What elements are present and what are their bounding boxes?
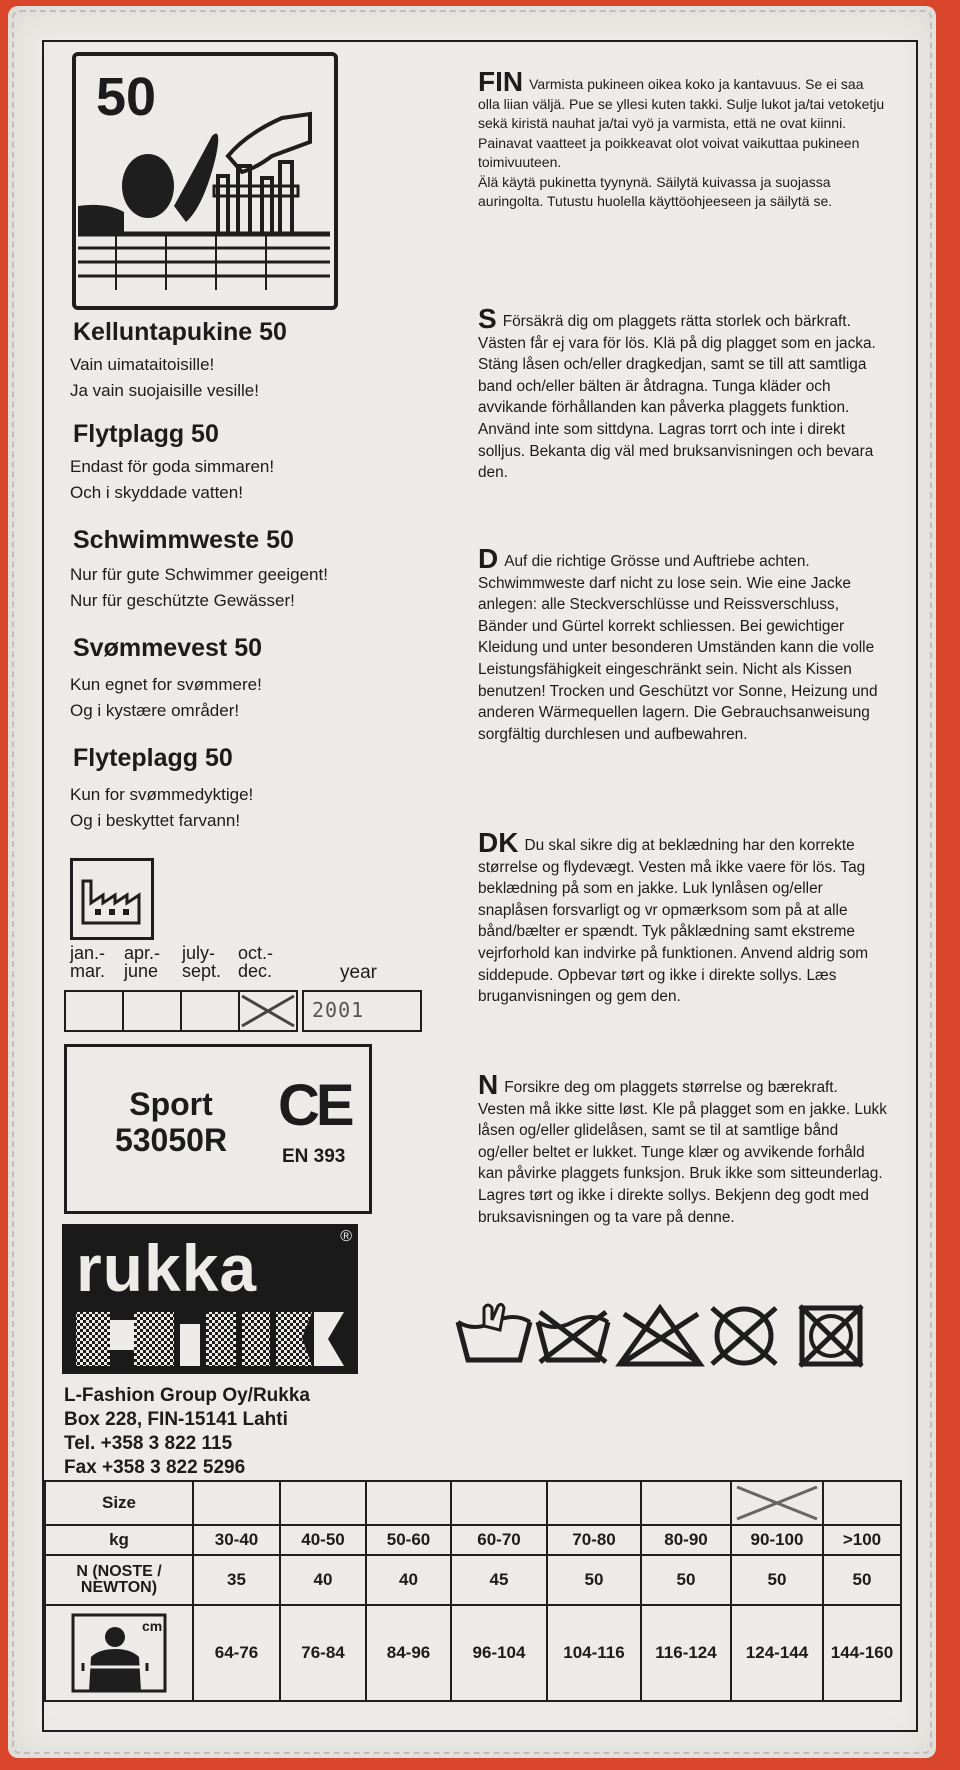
instructions-text: Forsikre deg om plaggets størrelse og bærekraft. Vesten må ikke sitte løst. Kle på plagget som en jakke. Lukk låsen og/eller glidelåsen, samt se til at samtlige bånd og/eller beltet er lukket. Tunge klær og avvikende forhåld kan påvirke plaggets funksjon. Bruk ikke som sitteunderlag. Lagres tørt og ikke i direkte sollys. Bekjenn deg godt med bruksavisningen og ta vare på denne. [478, 1079, 887, 1226]
size-cell [366, 1481, 451, 1525]
quarter-bottom: mar. [70, 961, 106, 981]
note-line: Og i kystære områder! [70, 701, 240, 720]
lang-code-fin: FIN [478, 66, 524, 97]
chest-cell: 76-84 [280, 1605, 366, 1701]
instructions-text: Försäkrä dig om plaggets rätta storlek och bärkraft. Västen får ej vara för lös. Klä på dig plagget som en jacka. Stäng låsen och/eller dragkedjan, samt se till att samtliga band och/eller bälten är åtdragna. Tunga kläder och avvikande förhållanden kan påverka plaggets funktion. Använd inte som sittdyna. Lagras torrt och inte i direkt solljus. Bekanta dig väl med bruksanvisningen och bevara den. [478, 313, 876, 482]
instructions-s [478, 303, 888, 484]
product-name-no: Flyteplagg 50 [73, 744, 233, 772]
instructions-fin [478, 66, 888, 212]
kg-cell: >100 [823, 1525, 901, 1555]
quarter-top: jan.- [70, 943, 106, 963]
product-name-sv: Flytplagg 50 [73, 420, 219, 448]
product-name-de: Schwimmweste 50 [73, 526, 294, 554]
chest-cell: 104-116 [547, 1605, 641, 1701]
instructions-dk [478, 827, 888, 1008]
newton-label-line: NEWTON) [80, 1579, 158, 1596]
kg-label: kg [45, 1525, 193, 1555]
instructions-d [478, 543, 888, 745]
note-line: Ja vain suojaisille vesille! [70, 381, 259, 400]
size-cell-marked [731, 1481, 823, 1525]
chest-cell: 96-104 [451, 1605, 547, 1701]
instructions-text: Älä käytä pukinetta tyynynä. Säilytä kuivassa ja suojassa auringolta. Tutustu huolella käyttöohjeeseen ja säilytä se. [478, 173, 833, 209]
product-note-sv [70, 454, 274, 506]
quarter-boxes [64, 990, 298, 1030]
product-name-fi: Kelluntapukine 50 [73, 318, 287, 346]
kg-cell: 90-100 [731, 1525, 823, 1555]
quarter-label-2 [124, 944, 160, 980]
no-bleach-triangle-icon [620, 1308, 700, 1364]
swimmer-near-shore-icon [76, 56, 334, 306]
ce-mark: CE [278, 1073, 351, 1138]
kg-cell: 80-90 [641, 1525, 731, 1555]
quarter-label-1 [70, 944, 105, 980]
product-note-fi [70, 352, 259, 404]
quarter-label-3 [182, 944, 221, 980]
lang-code-n: N [478, 1069, 499, 1100]
rukka-logo [62, 1224, 358, 1374]
quarter-label-4 [238, 944, 273, 980]
chest-cell: 124-144 [731, 1605, 823, 1701]
size-cell [451, 1481, 547, 1525]
note-line: Nur für gute Schwimmer geeigent! [70, 565, 328, 584]
product-note-de [70, 562, 328, 614]
quarter-bottom: sept. [182, 961, 222, 981]
cross-mark-icon [240, 992, 296, 1030]
care-symbols [454, 1300, 874, 1375]
instructions-n [478, 1069, 888, 1228]
quarter-top: oct.- [238, 943, 274, 963]
manufacturer-address [64, 1384, 310, 1480]
chest-cell: 84-96 [366, 1605, 451, 1701]
buoyancy-number: 50 [96, 67, 157, 127]
lang-code-s: S [478, 303, 497, 334]
model-name [106, 1086, 236, 1158]
logo-wordmark: rukka [76, 1231, 258, 1305]
newton-cell: 40 [280, 1555, 366, 1605]
product-name-da: Svømmevest 50 [73, 634, 263, 662]
note-line: Og i beskyttet farvann! [70, 811, 241, 830]
note-line: Endast för goda simmaren! [70, 457, 275, 476]
cross-mark-icon [733, 1483, 821, 1523]
newton-cell: 35 [193, 1555, 280, 1605]
lang-code-dk: DK [478, 827, 519, 858]
model-line-1: Sport [129, 1086, 213, 1122]
model-line-2: 53050R [114, 1122, 228, 1158]
note-line: Nur für geschützte Gewässer! [70, 591, 295, 610]
chest-row [45, 1605, 901, 1701]
size-label: Size [45, 1481, 193, 1525]
newton-cell: 50 [641, 1555, 731, 1605]
chest-cell: 64-76 [193, 1605, 280, 1701]
newton-cell: 50 [547, 1555, 641, 1605]
kg-cell: 50-60 [366, 1525, 451, 1555]
newton-row [45, 1555, 901, 1605]
instructions-text: Du skal sikre dig at beklædning har den korrekte størrelse og flydevægt. Vesten må ikke vaere för lös. Tag beklædning på som en jakke. Luk lynlåsen og/eller snaplåsen forsvarligt og vr opmærksom som på at alle bånd/bælter er spændt. Tyk påklædning samt ekstreme vejrforhold kan indvirke på funktionen. Anvend aldrig som siddepude. Opbevar tørt og ikke i direkte sollys. Læs bruganvisningen og gem den. [478, 837, 869, 1006]
address-line: Fax +358 3 822 5296 [64, 1457, 246, 1478]
newton-label [45, 1555, 193, 1605]
newton-cell: 40 [366, 1555, 451, 1605]
quarter-top: apr.- [124, 943, 161, 963]
no-wash-crossed-icon [538, 1312, 608, 1362]
quarter-box-2 [122, 990, 180, 1032]
product-note-no [70, 782, 253, 834]
hand-wash-icon [458, 1304, 530, 1360]
chest-cell: 144-160 [823, 1605, 901, 1701]
kg-cell: 40-50 [280, 1525, 366, 1555]
kg-row [45, 1525, 901, 1555]
chest-label [45, 1605, 193, 1701]
address-line: Tel. +358 3 822 115 [64, 1433, 233, 1454]
year-value: 2001 [312, 998, 365, 1022]
buoyancy-pictogram [72, 52, 338, 310]
no-tumble-dry-icon [800, 1306, 862, 1366]
kg-cell: 30-40 [193, 1525, 280, 1555]
address-line: Box 228, FIN-15141 Lahti [64, 1409, 288, 1430]
note-line: Och i skyddade vatten! [70, 483, 243, 502]
newton-cell: 50 [731, 1555, 823, 1605]
quarter-box-4-marked [238, 990, 298, 1032]
quarter-top: july- [182, 943, 216, 963]
standard-label: EN 393 [282, 1146, 346, 1167]
chest-cell: 116-124 [641, 1605, 731, 1701]
size-cell [193, 1481, 280, 1525]
address-line: L-Fashion Group Oy/Rukka [64, 1385, 310, 1406]
note-line: Kun egnet for svømmere! [70, 675, 262, 694]
newton-cell: 50 [823, 1555, 901, 1605]
size-cell [641, 1481, 731, 1525]
quarter-bottom: june [124, 961, 159, 981]
instructions-text: Auf die richtige Grösse und Auftriebe achten. Schwimmweste darf nicht zu lose sein. Wie eine Jacke anlegen: alle Steckverschlüsse und Reissverschluss, Bänder und Gürtel korrekt schliessen. Bei gewichtiger Kleidung und unter besonderen Umständen kann die volle Leistungsfähigkeit eingeschränkt sein. Nicht als Kissen benutzen! Trocken und Geschützt vor Sonne, Heizung und anderen Wärmequellen lagern. Die Gebrauchsanweisung sorgfältig durchlesen und aufbewahren. [478, 553, 878, 743]
product-note-da [70, 672, 262, 724]
note-line: Vain uimataitoisille! [70, 355, 215, 374]
kg-cell: 70-80 [547, 1525, 641, 1555]
size-cell [280, 1481, 366, 1525]
kg-cell: 60-70 [451, 1525, 547, 1555]
quarter-box-3 [180, 990, 238, 1032]
factory-icon [70, 858, 154, 940]
size-cell [547, 1481, 641, 1525]
year-label: year [340, 962, 377, 983]
note-line: Kun for svømmedyktige! [70, 785, 254, 804]
registered-mark: ® [340, 1228, 352, 1245]
instructions-text: Varmista pukineen oikea koko ja kantavuus. Se ei saa olla liian väljä. Pue se yllesi kuten takki. Sulje lukot ja/tai vetoketju sekä kiristä nauhat ja/tai vyö ja varmista, että ne ovat kiinni. Painavat vaatteet ja poikkeavat olot voivat vaikuttaa pukineen toimivuuteen. [478, 76, 885, 170]
size-table [44, 1480, 902, 1702]
newton-cell: 45 [451, 1555, 547, 1605]
quarter-bottom: dec. [238, 961, 273, 981]
no-dryclean-icon [712, 1308, 776, 1364]
lang-code-d: D [478, 543, 499, 574]
size-row [45, 1481, 901, 1525]
quarter-box-1 [64, 990, 122, 1032]
newton-label-line: N (NOSTE / [76, 1563, 162, 1580]
size-cell [823, 1481, 901, 1525]
logo-pattern-icon [62, 1224, 358, 1374]
chest-unit: cm [142, 1618, 163, 1634]
